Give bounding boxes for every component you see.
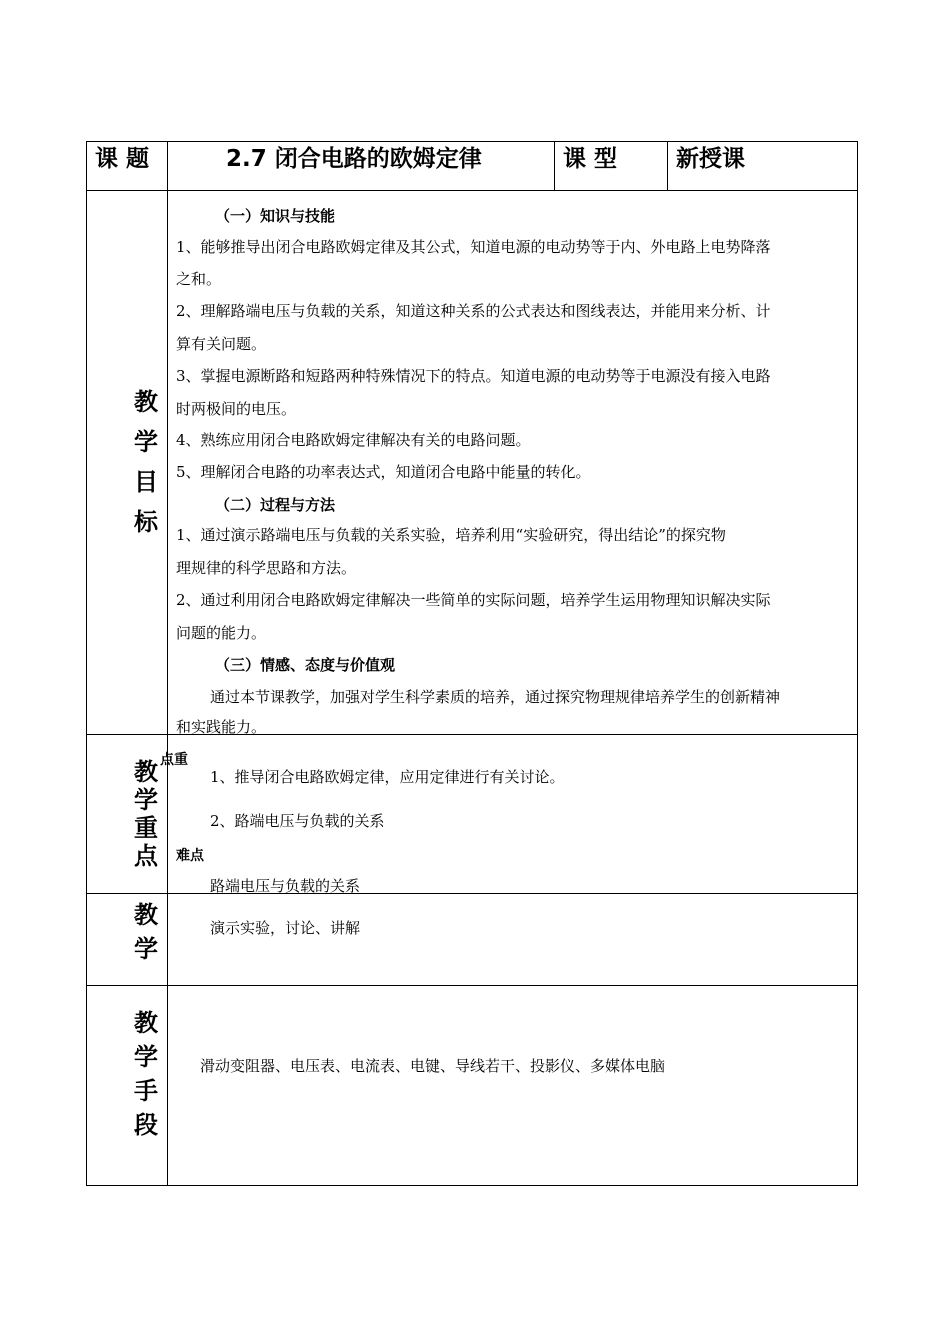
objectives-label-char: 学 xyxy=(134,428,158,456)
means-label-char: 段 xyxy=(134,1111,158,1139)
header-divider-1 xyxy=(554,141,555,191)
header-divider-2 xyxy=(667,141,668,191)
label-column-divider xyxy=(167,141,168,1186)
keypoints-label xyxy=(131,758,161,870)
process-item-1-line-1: 1、通过演示路端电压与负载的关系实验，培养利用“实验研究，得出结论”的探究物 xyxy=(176,526,726,544)
keypoints-label-char: 点 xyxy=(134,842,158,870)
methods-row-divider xyxy=(86,985,858,986)
attitude-line-1: 通过本节课教学，加强对学生科学素质的培养，通过探究物理规律培养学生的创新精神 xyxy=(210,688,781,706)
knowledge-item-3-line-1: 3、掌握电源断路和短路两种特殊情况下的特点。知道电源的电动势等于电源没有接入电路 xyxy=(176,367,771,385)
means-label xyxy=(131,1006,161,1142)
knowledge-heading: （一）知识与技能 xyxy=(215,207,336,225)
process-item-2-line-2: 问题的能力。 xyxy=(176,624,267,642)
methods-label-char: 学 xyxy=(134,935,158,963)
process-heading: （二）过程与方法 xyxy=(215,496,336,514)
key-point-label: 点重 xyxy=(160,752,188,768)
difficulty-text: 路端电压与负载的关系 xyxy=(210,877,361,895)
table-border-left xyxy=(86,141,87,1186)
knowledge-item-5: 5、理解闭合电路的功率表达式，知道闭合电路中能量的转化。 xyxy=(176,463,591,481)
table-border-right xyxy=(857,141,858,1186)
header-row-divider xyxy=(86,190,858,191)
process-item-2-line-1: 2、通过利用闭合电路欧姆定律解决一些简单的实际问题，培养学生运用物理知识解决实际 xyxy=(176,591,771,609)
objectives-label-char: 教 xyxy=(134,388,158,416)
knowledge-item-4: 4、熟练应用闭合电路欧姆定律解决有关的电路问题。 xyxy=(176,431,531,449)
keypoints-label-char: 教 xyxy=(134,758,158,786)
objectives-label-char: 目 xyxy=(134,468,158,496)
methods-label-char: 教 xyxy=(134,901,158,929)
keypoints-label-char: 学 xyxy=(134,786,158,814)
knowledge-item-3-line-2: 时两极间的电压。 xyxy=(176,400,297,418)
key-point-item-1: 1、推导闭合电路欧姆定律，应用定律进行有关讨论。 xyxy=(210,768,565,786)
difficulty-label: 难点 xyxy=(176,848,204,864)
methods-label xyxy=(131,898,161,966)
knowledge-item-1-line-1: 1、能够推导出闭合电路欧姆定律及其公式，知道电源的电动势等于内、外电路上电势降落 xyxy=(176,238,771,256)
methods-text: 演示实验，讨论、讲解 xyxy=(210,919,361,937)
objectives-label-char: 标 xyxy=(134,508,158,536)
keypoints-row-divider xyxy=(86,893,858,894)
means-text: 滑动变阻器、电压表、电流表、电键、导线若干、投影仪、多媒体电脑 xyxy=(200,1057,666,1075)
means-label-char: 教 xyxy=(134,1009,158,1037)
attitude-line-2: 和实践能力。 xyxy=(176,718,267,736)
process-item-1-line-2: 理规律的科学思路和方法。 xyxy=(176,559,357,577)
topic-label: 课 题 xyxy=(95,146,150,172)
knowledge-item-2-line-2: 算有关问题。 xyxy=(176,335,267,353)
objectives-label xyxy=(131,382,161,542)
attitude-heading: （三）情感、态度与价值观 xyxy=(215,656,396,674)
knowledge-item-1-line-2: 之和。 xyxy=(176,270,222,288)
type-label: 课 型 xyxy=(563,146,618,172)
knowledge-item-2-line-1: 2、理解路端电压与负载的关系，知道这种关系的公式表达和图线表达，并能用来分析、计 xyxy=(176,302,771,320)
topic-value: 2.7 闭合电路的欧姆定律 xyxy=(226,146,482,172)
means-label-char: 学 xyxy=(134,1043,158,1071)
type-value: 新授课 xyxy=(676,146,745,172)
key-point-item-2: 2、路端电压与负载的关系 xyxy=(210,812,385,830)
means-label-char: 手 xyxy=(134,1077,158,1105)
keypoints-label-char: 重 xyxy=(134,814,158,842)
table-border-bottom xyxy=(86,1185,858,1186)
